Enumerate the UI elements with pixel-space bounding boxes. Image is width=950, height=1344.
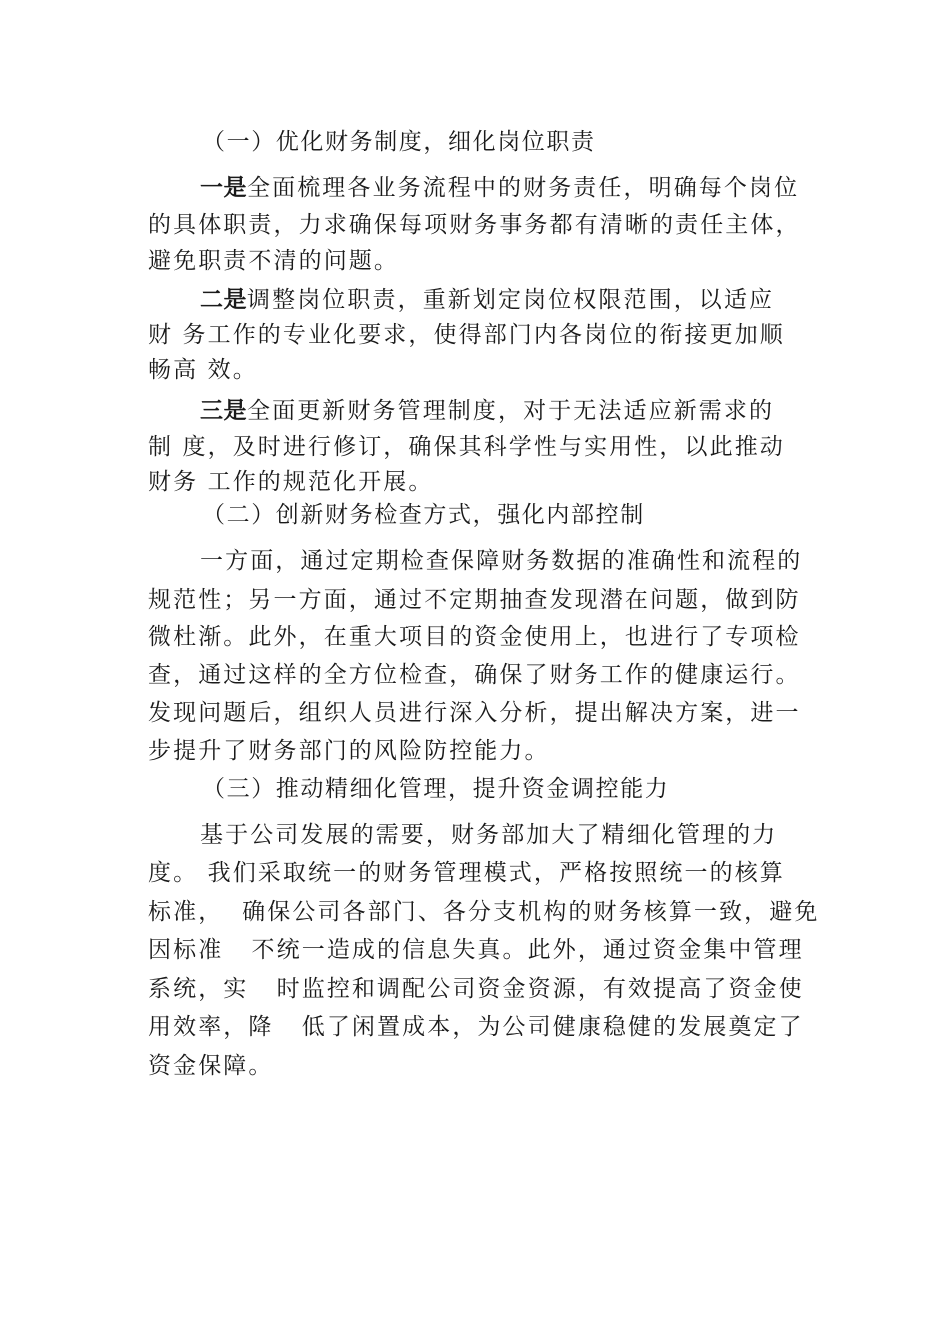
paragraph-text: 全面更新财务管理制度，对于无法适应新需求的 (247, 398, 775, 424)
paragraph-line: 步提升了财务部门的风险防控能力。 (148, 738, 550, 764)
paragraph-line: 微杜渐。此外，在重大项目的资金使用上，也进行了专项检 (148, 624, 801, 650)
paragraph-line: 因标准 不统一造成的信息失真。此外，通过资金集中管理 (148, 937, 804, 963)
paragraph-line: 制 度，及时进行修订，确保其科学性与实用性，以此推动 (148, 434, 785, 460)
section-heading-2: （二）创新财务检查方式，强化内部控制 (202, 502, 645, 528)
paragraph-line: 用效率，降 低了闲置成本，为公司健康稳健的发展奠定了 (148, 1014, 804, 1040)
paragraph-line (200, 285, 774, 315)
paragraph-line: 度。 我们采取统一的财务管理模式，严格按照统一的核算 (148, 860, 785, 886)
paragraph-line: 规范性；另一方面，通过不定期抽查发现潜在问题，做到防 (148, 587, 801, 613)
point-lead-3: 三是 (200, 398, 247, 424)
paragraph-line: 畅高 效。 (148, 357, 258, 383)
section-heading-3: （三）推动精细化管理，提升资金调控能力 (202, 776, 670, 802)
paragraph-line (200, 396, 774, 426)
paragraph-line (200, 173, 799, 203)
paragraph-text: 调整岗位职责，重新划定岗位权限范围，以适应 (247, 287, 775, 313)
paragraph-line: 发现问题后，组织人员进行深入分析，提出解决方案，进一 (148, 700, 801, 726)
paragraph-line: 的具体职责，力求确保每项财务事务都有清晰的责任主体， (148, 212, 801, 238)
paragraph-line: 查，通过这样的全方位检查，确保了财务工作的健康运行。 (148, 662, 801, 688)
section-heading-1: （一）优化财务制度，细化岗位职责 (202, 129, 596, 155)
paragraph-line: 财务 工作的规范化开展。 (148, 469, 434, 495)
paragraph-line: 基于公司发展的需要，财务部加大了精细化管理的力 (200, 822, 778, 848)
paragraph-line: 一方面，通过定期检查保障财务数据的准确性和流程的 (200, 548, 803, 574)
paragraph-line: 系统，实 时监控和调配公司资金资源，有效提高了资金使 (148, 976, 804, 1002)
point-lead-2: 二是 (200, 287, 247, 313)
point-lead-1: 一是 (200, 175, 247, 201)
paragraph-line: 资金保障。 (148, 1053, 274, 1079)
paragraph-text: 全面梳理各业务流程中的财务责任，明确每个岗位 (247, 175, 800, 201)
paragraph-line: 财 务工作的专业化要求，使得部门内各岗位的衔接更加顺 (148, 322, 785, 348)
paragraph-line: 标准， 确保公司各部门、各分支机构的财务核算一致，避免 (148, 899, 820, 925)
paragraph-line: 避免职责不清的问题。 (148, 248, 399, 274)
